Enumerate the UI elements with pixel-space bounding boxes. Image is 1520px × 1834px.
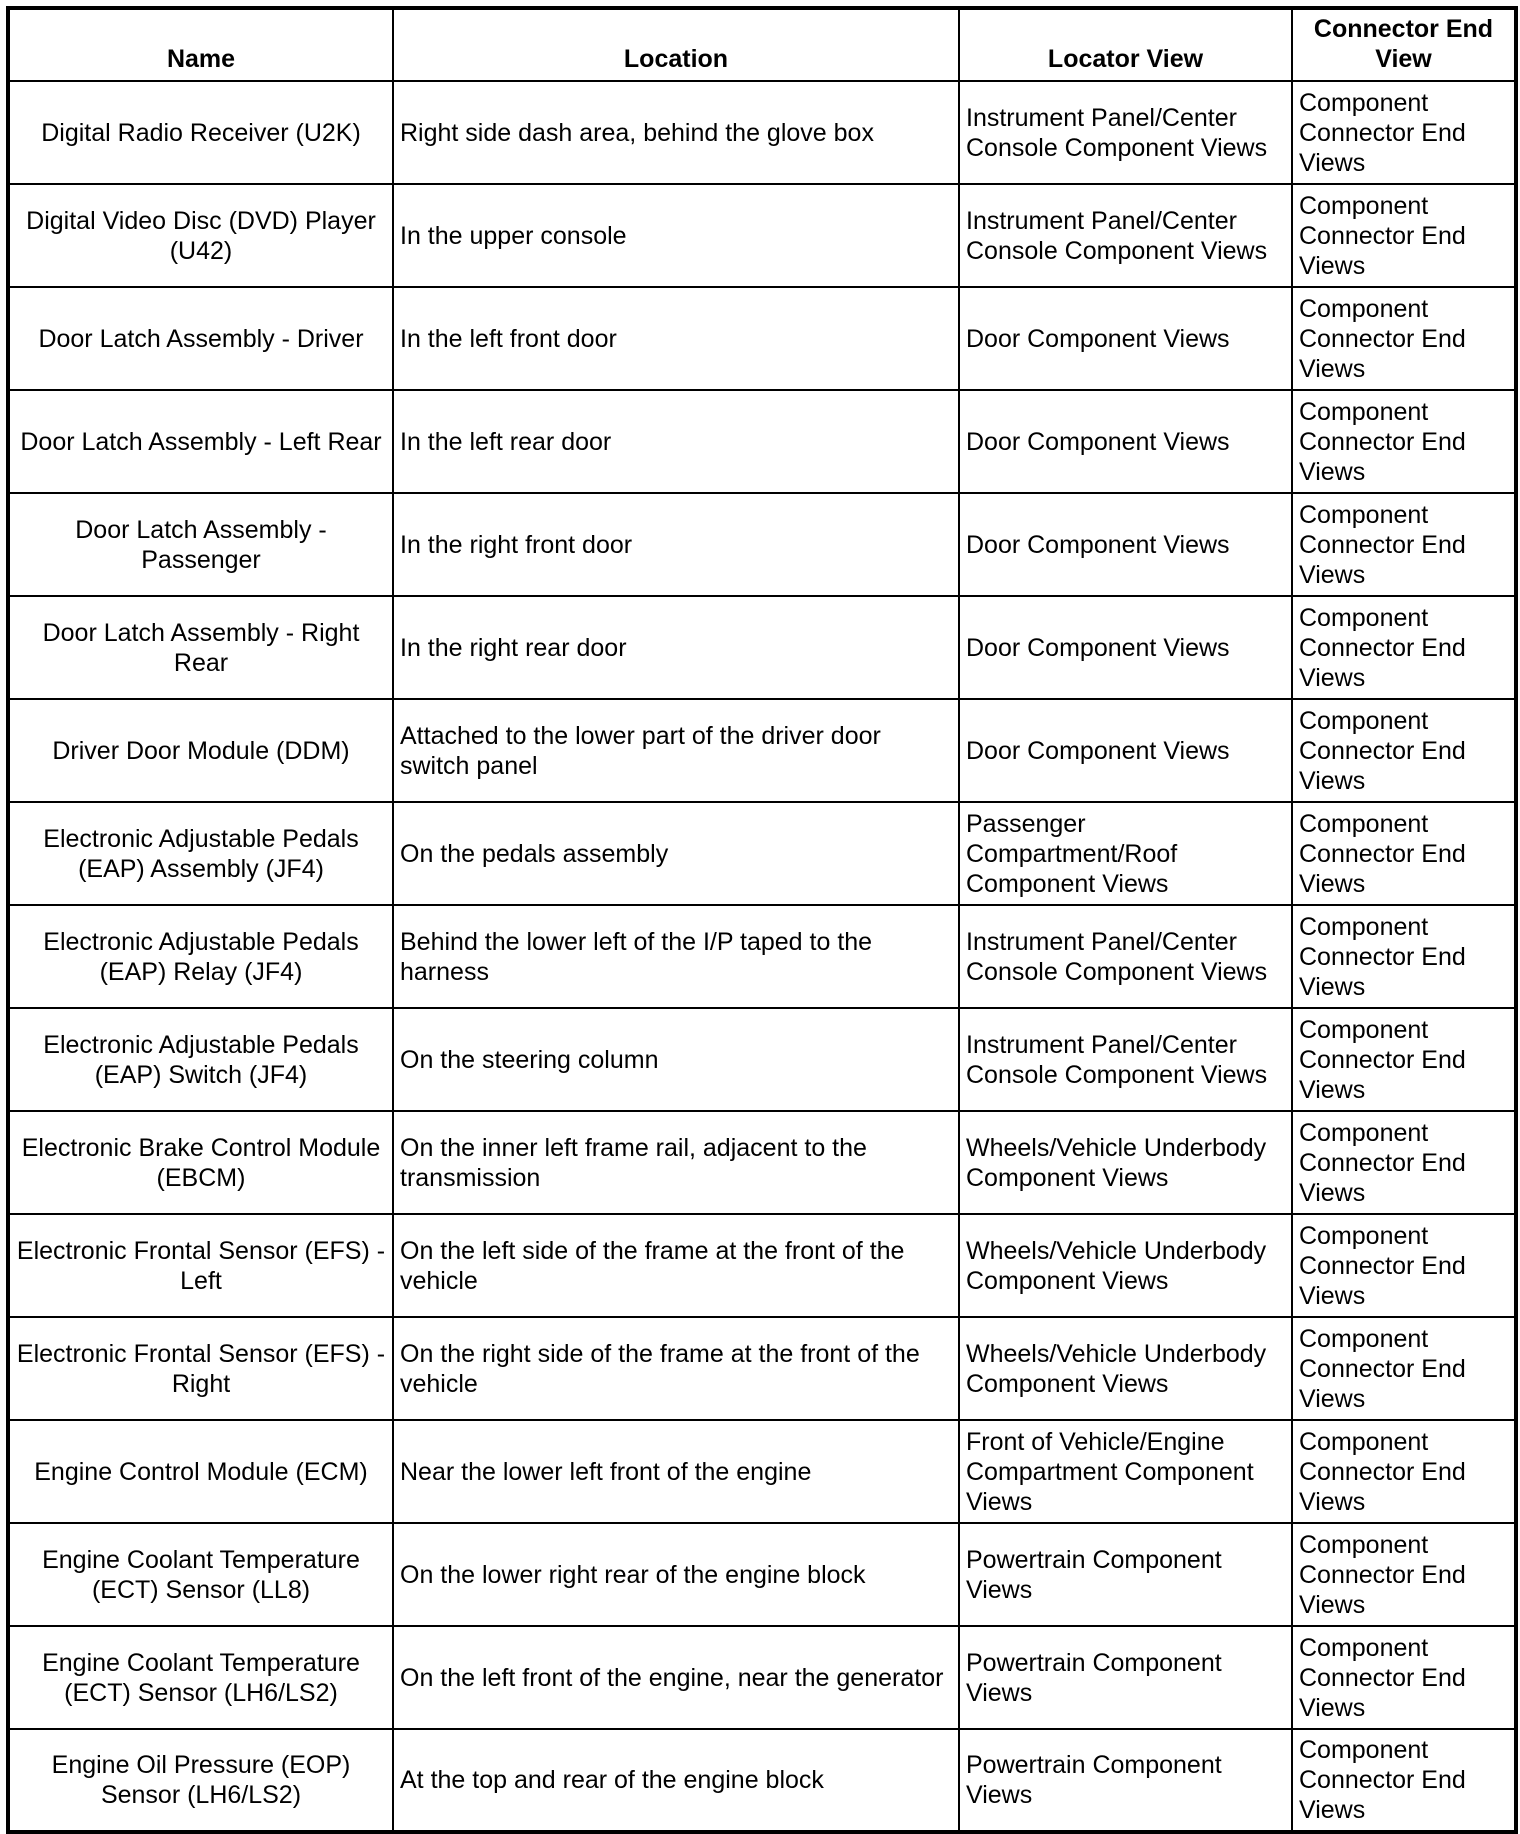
cell-connector-end-view: Component Connector End Views (1292, 390, 1516, 493)
cell-location: Attached to the lower part of the driver door switch panel (393, 699, 959, 802)
cell-locator-view: Wheels/Vehicle Underbody Component Views (959, 1214, 1292, 1317)
cell-connector-end-view: Component Connector End Views (1292, 287, 1516, 390)
cell-locator-view: Front of Vehicle/Engine Compartment Component Views (959, 1420, 1292, 1523)
cell-locator-view: Wheels/Vehicle Underbody Component Views (959, 1111, 1292, 1214)
cell-locator-view: Door Component Views (959, 596, 1292, 699)
cell-locator-view: Powertrain Component Views (959, 1523, 1292, 1626)
cell-locator-view: Powertrain Component Views (959, 1626, 1292, 1729)
cell-connector-end-view: Component Connector End Views (1292, 1214, 1516, 1317)
cell-location: At the top and rear of the engine block (393, 1729, 959, 1832)
cell-location: In the left front door (393, 287, 959, 390)
table-row (8, 1626, 1516, 1729)
cell-location: Near the lower left front of the engine (393, 1420, 959, 1523)
cell-location: On the right side of the frame at the front of the vehicle (393, 1317, 959, 1420)
component-locator-table (6, 6, 1518, 1834)
cell-location: On the left front of the engine, near the generator (393, 1626, 959, 1729)
header-connector-end-view: Connector End View (1292, 8, 1516, 81)
table-row (8, 390, 1516, 493)
cell-connector-end-view: Component Connector End Views (1292, 81, 1516, 184)
table-row (8, 81, 1516, 184)
cell-connector-end-view: Component Connector End Views (1292, 1008, 1516, 1111)
cell-locator-view: Instrument Panel/Center Console Component Views (959, 184, 1292, 287)
cell-connector-end-view: Component Connector End Views (1292, 699, 1516, 802)
cell-locator-view: Powertrain Component Views (959, 1729, 1292, 1832)
cell-locator-view: Instrument Panel/Center Console Component Views (959, 81, 1292, 184)
table-row (8, 493, 1516, 596)
cell-location: Behind the lower left of the I/P taped to the harness (393, 905, 959, 1008)
table-row (8, 1729, 1516, 1832)
cell-name: Door Latch Assembly - Passenger (8, 493, 393, 596)
cell-name: Door Latch Assembly - Right Rear (8, 596, 393, 699)
table-row (8, 802, 1516, 905)
cell-locator-view: Door Component Views (959, 699, 1292, 802)
table-row (8, 905, 1516, 1008)
header-locator-view: Locator View (959, 8, 1292, 81)
table-row (8, 1008, 1516, 1111)
cell-name: Electronic Adjustable Pedals (EAP) Switch (JF4) (8, 1008, 393, 1111)
cell-location: In the left rear door (393, 390, 959, 493)
cell-locator-view: Passenger Compartment/Roof Component Views (959, 802, 1292, 905)
cell-name: Electronic Frontal Sensor (EFS) - Right (8, 1317, 393, 1420)
cell-locator-view: Door Component Views (959, 493, 1292, 596)
table-row (8, 1111, 1516, 1214)
cell-locator-view: Wheels/Vehicle Underbody Component Views (959, 1317, 1292, 1420)
cell-name: Electronic Frontal Sensor (EFS) - Left (8, 1214, 393, 1317)
component-locator-page (6, 6, 1514, 1824)
cell-name: Engine Coolant Temperature (ECT) Sensor (LL8) (8, 1523, 393, 1626)
cell-locator-view: Instrument Panel/Center Console Component Views (959, 1008, 1292, 1111)
table-body (8, 81, 1516, 1832)
table-row (8, 1523, 1516, 1626)
cell-location: In the upper console (393, 184, 959, 287)
cell-location: On the inner left frame rail, adjacent to the transmission (393, 1111, 959, 1214)
cell-locator-view: Door Component Views (959, 390, 1292, 493)
cell-name: Door Latch Assembly - Left Rear (8, 390, 393, 493)
cell-location: In the right front door (393, 493, 959, 596)
cell-connector-end-view: Component Connector End Views (1292, 493, 1516, 596)
table-row (8, 596, 1516, 699)
table-row (8, 1420, 1516, 1523)
cell-connector-end-view: Component Connector End Views (1292, 1420, 1516, 1523)
header-location: Location (393, 8, 959, 81)
table-row (8, 287, 1516, 390)
cell-name: Engine Oil Pressure (EOP) Sensor (LH6/LS2) (8, 1729, 393, 1832)
cell-location: On the left side of the frame at the front of the vehicle (393, 1214, 959, 1317)
cell-connector-end-view: Component Connector End Views (1292, 905, 1516, 1008)
cell-name: Electronic Brake Control Module (EBCM) (8, 1111, 393, 1214)
header-row (8, 8, 1516, 81)
table-row (8, 1317, 1516, 1420)
table-header (8, 8, 1516, 81)
cell-connector-end-view: Component Connector End Views (1292, 184, 1516, 287)
cell-connector-end-view: Component Connector End Views (1292, 1523, 1516, 1626)
cell-name: Driver Door Module (DDM) (8, 699, 393, 802)
cell-name: Electronic Adjustable Pedals (EAP) Assembly (JF4) (8, 802, 393, 905)
cell-connector-end-view: Component Connector End Views (1292, 596, 1516, 699)
cell-connector-end-view: Component Connector End Views (1292, 1729, 1516, 1832)
header-name: Name (8, 8, 393, 81)
cell-location: On the lower right rear of the engine block (393, 1523, 959, 1626)
cell-connector-end-view: Component Connector End Views (1292, 1626, 1516, 1729)
cell-location: Right side dash area, behind the glove box (393, 81, 959, 184)
cell-name: Engine Coolant Temperature (ECT) Sensor (LH6/LS2) (8, 1626, 393, 1729)
cell-name: Digital Radio Receiver (U2K) (8, 81, 393, 184)
cell-name: Electronic Adjustable Pedals (EAP) Relay (JF4) (8, 905, 393, 1008)
table-row (8, 699, 1516, 802)
cell-name: Door Latch Assembly - Driver (8, 287, 393, 390)
cell-location: On the steering column (393, 1008, 959, 1111)
cell-locator-view: Instrument Panel/Center Console Component Views (959, 905, 1292, 1008)
cell-location: In the right rear door (393, 596, 959, 699)
cell-name: Digital Video Disc (DVD) Player (U42) (8, 184, 393, 287)
cell-locator-view: Door Component Views (959, 287, 1292, 390)
cell-location: On the pedals assembly (393, 802, 959, 905)
table-row (8, 1214, 1516, 1317)
cell-connector-end-view: Component Connector End Views (1292, 1317, 1516, 1420)
table-row (8, 184, 1516, 287)
cell-connector-end-view: Component Connector End Views (1292, 1111, 1516, 1214)
cell-name: Engine Control Module (ECM) (8, 1420, 393, 1523)
cell-connector-end-view: Component Connector End Views (1292, 802, 1516, 905)
